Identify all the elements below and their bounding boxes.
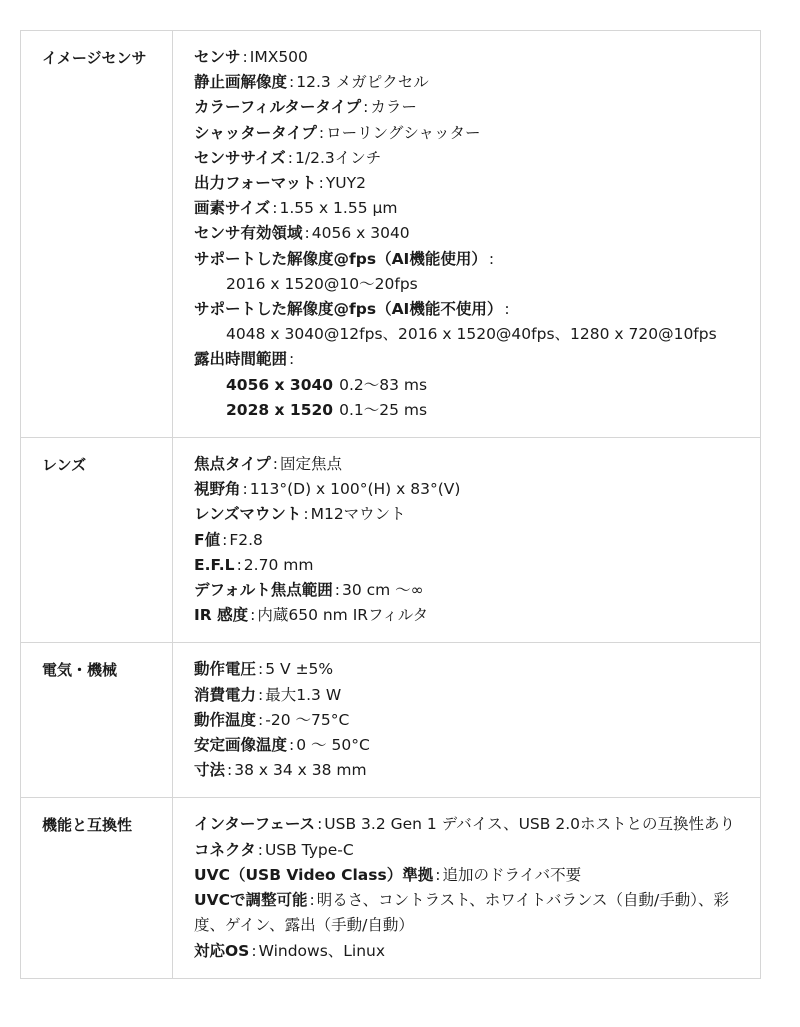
spec-separator: : bbox=[250, 606, 256, 625]
spec-value: M12マウント bbox=[310, 505, 406, 524]
spec-separator: : bbox=[222, 530, 228, 549]
spec-key: UVCで調整可能 bbox=[194, 891, 308, 910]
spec-key: 動作電圧 bbox=[194, 660, 257, 679]
details-cell bbox=[173, 798, 761, 978]
spec-item bbox=[194, 888, 750, 938]
spec-value: USB Type-C bbox=[264, 840, 354, 859]
spec-value: F2.8 bbox=[229, 530, 263, 549]
spec-separator: : bbox=[488, 249, 495, 268]
spec-value: 1.55 x 1.55 µm bbox=[279, 199, 398, 218]
spec-key: 静止画解像度 bbox=[194, 73, 288, 92]
category-label: 電気・機械 bbox=[42, 661, 118, 680]
spec-table bbox=[20, 30, 761, 979]
spec-item bbox=[194, 812, 750, 837]
spec-separator: : bbox=[251, 941, 257, 960]
spec-separator: : bbox=[287, 148, 293, 167]
spec-value: 12.3 メガピクセル bbox=[296, 73, 429, 92]
spec-key: センサ有効領域 bbox=[194, 224, 303, 243]
spec-separator: : bbox=[318, 123, 325, 142]
category-cell bbox=[21, 438, 173, 643]
spec-row-image-sensor bbox=[21, 31, 761, 438]
spec-item bbox=[194, 683, 750, 708]
spec-separator: : bbox=[258, 710, 264, 729]
spec-item bbox=[194, 939, 750, 964]
spec-separator: : bbox=[309, 891, 315, 910]
spec-key: シャッタータイプ bbox=[194, 123, 317, 142]
spec-separator: : bbox=[435, 865, 441, 884]
spec-item bbox=[194, 146, 750, 171]
spec-item bbox=[194, 247, 750, 272]
spec-item bbox=[194, 221, 750, 246]
spec-item bbox=[194, 502, 750, 527]
spec-value: 4056 x 3040 bbox=[311, 224, 410, 243]
spec-separator: : bbox=[242, 48, 248, 66]
spec-item bbox=[194, 863, 750, 888]
category-label: イメージセンサ bbox=[42, 49, 147, 67]
spec-value: Windows、Linux bbox=[258, 941, 386, 960]
spec-item bbox=[194, 838, 750, 863]
spec-separator: : bbox=[303, 505, 309, 524]
spec-separator: : bbox=[289, 73, 295, 92]
spec-item bbox=[194, 347, 750, 372]
spec-item bbox=[194, 708, 750, 733]
spec-separator: : bbox=[363, 98, 369, 117]
spec-key: 対応OS bbox=[194, 941, 250, 960]
spec-value: IMX500 bbox=[249, 48, 308, 66]
spec-key: F値 bbox=[194, 530, 221, 549]
spec-separator: : bbox=[227, 761, 233, 780]
spec-item bbox=[194, 528, 750, 553]
spec-value: 固定焦点 bbox=[279, 455, 342, 474]
spec-item bbox=[194, 452, 750, 477]
exposure-resolution: 4056 x 3040 bbox=[226, 375, 334, 394]
spec-value: 0 〜 50°C bbox=[296, 736, 370, 755]
spec-separator: : bbox=[289, 350, 295, 369]
spec-separator: : bbox=[289, 736, 295, 755]
spec-key: 動作温度 bbox=[194, 710, 257, 729]
spec-key: カラーフィルタータイプ bbox=[194, 98, 362, 117]
exposure-range: 0.2〜83 ms bbox=[339, 375, 428, 394]
spec-item bbox=[194, 196, 750, 221]
details-cell bbox=[173, 643, 761, 798]
spec-key: インターフェース bbox=[194, 815, 316, 834]
spec-value: 明るさ、コントラスト、ホワイトバランス（自動/手動）、彩度、ゲイン、露出（手動/自動） bbox=[194, 891, 729, 935]
exposure-item bbox=[194, 373, 750, 398]
spec-key: サポートした解像度@fps（AI機能使用） bbox=[194, 249, 487, 268]
spec-value: 2.70 mm bbox=[243, 555, 314, 574]
spec-key: センササイズ bbox=[194, 148, 286, 167]
spec-value: YUY2 bbox=[325, 174, 366, 193]
spec-value: カラー bbox=[370, 98, 417, 117]
spec-key: 安定画像温度 bbox=[194, 736, 288, 755]
spec-key: 画素サイズ bbox=[194, 199, 271, 218]
spec-separator: : bbox=[242, 480, 248, 499]
category-label: レンズ bbox=[42, 456, 87, 475]
spec-item bbox=[194, 45, 750, 70]
spec-key: デフォルト焦点範囲 bbox=[194, 581, 333, 600]
spec-key: 出力フォーマット bbox=[194, 174, 317, 193]
spec-separator: : bbox=[272, 455, 278, 474]
spec-key: 焦点タイプ bbox=[194, 455, 271, 474]
spec-value: ローリングシャッター bbox=[326, 123, 481, 142]
spec-item bbox=[194, 758, 750, 783]
spec-item bbox=[194, 603, 750, 628]
category-cell bbox=[21, 798, 173, 978]
spec-value: 5 V ±5% bbox=[265, 660, 334, 679]
spec-item bbox=[194, 297, 750, 322]
spec-separator: : bbox=[304, 224, 310, 243]
exposure-item bbox=[194, 398, 750, 423]
spec-separator: : bbox=[318, 174, 324, 193]
spec-table-body bbox=[21, 31, 761, 979]
spec-separator: : bbox=[317, 815, 323, 834]
spec-key: 視野角 bbox=[194, 480, 241, 499]
category-label: 機能と互換性 bbox=[42, 816, 133, 835]
category-cell bbox=[21, 31, 173, 438]
spec-separator: : bbox=[504, 300, 510, 319]
spec-key: 露出時間範囲 bbox=[194, 350, 288, 369]
spec-item bbox=[194, 553, 750, 578]
spec-sub-value: 2016 x 1520@10〜20fps bbox=[226, 274, 418, 293]
details-cell bbox=[173, 31, 761, 438]
spec-separator: : bbox=[272, 199, 278, 218]
details-cell bbox=[173, 438, 761, 643]
spec-key: 寸法 bbox=[194, 761, 226, 780]
spec-value: 1/2.3インチ bbox=[295, 148, 382, 167]
spec-row-electrical-mechanical bbox=[21, 643, 761, 798]
spec-value: 113°(D) x 100°(H) x 83°(V) bbox=[249, 480, 461, 499]
spec-key: 消費電力 bbox=[194, 685, 257, 704]
spec-item bbox=[194, 578, 750, 603]
spec-item bbox=[194, 733, 750, 758]
spec-value: 追加のドライバ不要 bbox=[442, 865, 582, 884]
spec-item bbox=[194, 171, 750, 196]
spec-value: -20 〜75°C bbox=[265, 710, 350, 729]
spec-separator: : bbox=[236, 555, 242, 574]
spec-item bbox=[194, 121, 750, 146]
spec-item bbox=[194, 95, 750, 120]
category-cell bbox=[21, 643, 173, 798]
spec-row-lens bbox=[21, 438, 761, 643]
spec-item bbox=[194, 657, 750, 682]
spec-key: レンズマウント bbox=[194, 505, 302, 524]
spec-separator: : bbox=[258, 660, 264, 679]
spec-sub-value: 4048 x 3040@12fps、2016 x 1520@40fps、1280 x 720@10fps bbox=[226, 325, 717, 344]
spec-value: USB 3.2 Gen 1 デバイス、USB 2.0ホストとの互換性あり bbox=[324, 815, 735, 834]
spec-key: コネクタ bbox=[194, 840, 256, 859]
spec-separator: : bbox=[258, 685, 264, 704]
spec-value: 最大1.3 W bbox=[265, 685, 342, 704]
spec-item bbox=[194, 477, 750, 502]
exposure-range: 0.1〜25 ms bbox=[339, 400, 428, 419]
spec-value: 内蔵650 nm IRフィルタ bbox=[257, 606, 429, 625]
spec-row-features-compatibility bbox=[21, 798, 761, 978]
exposure-resolution: 2028 x 1520 bbox=[226, 400, 334, 419]
spec-key: IR 感度 bbox=[194, 606, 249, 625]
spec-value: 30 cm 〜∞ bbox=[341, 581, 424, 600]
spec-separator: : bbox=[334, 581, 340, 600]
spec-item bbox=[194, 70, 750, 95]
spec-key: E.F.L bbox=[194, 555, 235, 574]
spec-value: 38 x 34 x 38 mm bbox=[234, 761, 367, 780]
spec-key: UVC（USB Video Class）準拠 bbox=[194, 865, 434, 884]
spec-key: サポートした解像度@fps（AI機能不使用） bbox=[194, 300, 503, 319]
spec-separator: : bbox=[257, 840, 263, 859]
spec-key: センサ bbox=[194, 48, 241, 66]
